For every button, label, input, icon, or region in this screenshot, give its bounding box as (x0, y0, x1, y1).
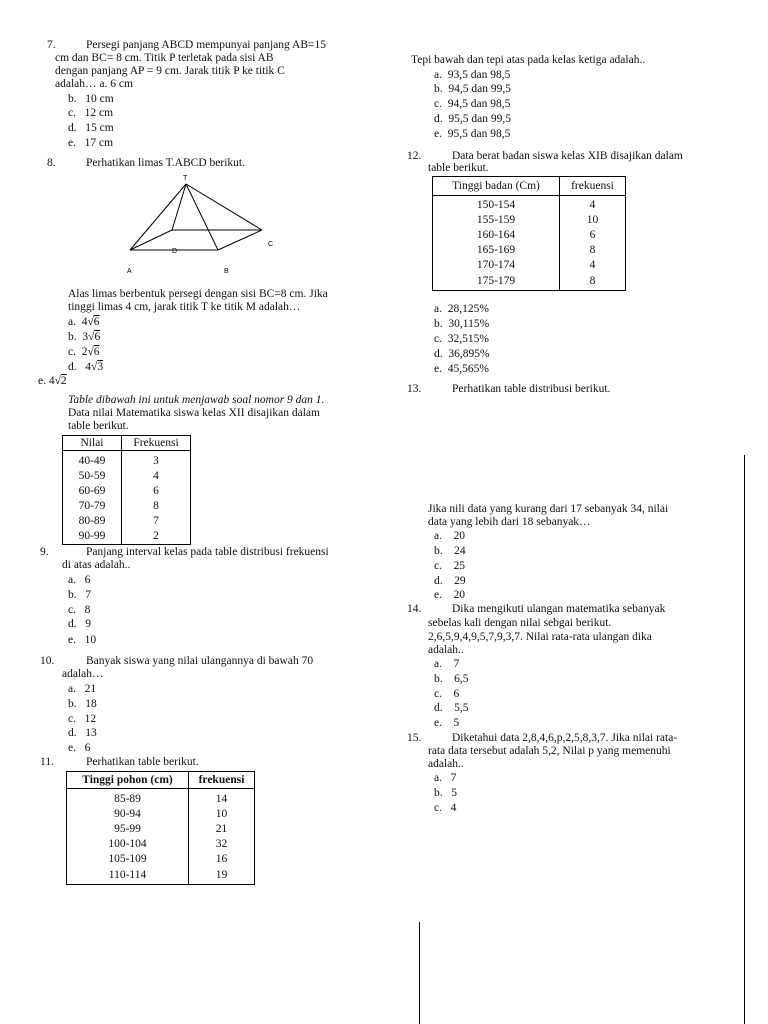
q12-line-1: Data berat badan siswa kelas XIB disajikan dalam (452, 150, 683, 162)
q12-option-e: e. 45,565% (434, 363, 489, 375)
q12-option-d: d. 36,895% (434, 348, 490, 360)
label-a: A (127, 268, 132, 275)
table-row: 100-104 32 (67, 837, 255, 852)
q11b-option-d: d. 95,5 dan 99,5 (434, 113, 511, 125)
edge-td (172, 184, 186, 230)
table-row: 50-59 4 (63, 469, 191, 484)
q10-option-a: a. 21 (68, 683, 97, 695)
q11-title: Perhatikan table berikut. (86, 756, 199, 768)
q13-line-2: data yang lebih dari 18 sebanyak… (428, 516, 591, 528)
q9-line-2: di atas adalah.. (62, 559, 131, 571)
q14-line-3: 2,6,5,9,4,9,5,7,9,3,7. Nilai rata-rata ulangan dika (428, 631, 652, 643)
q7-line-1: Persegi panjang ABCD mempunyai panjang AB=15 (86, 39, 326, 51)
table-row: 110-114 19 (67, 867, 255, 885)
tinggi-pohon-table (66, 771, 255, 885)
q15-option-a: a. 7 (434, 772, 457, 784)
q15-line-1: Diketahui data 2,8,4,6,p,2,5,8,3,7. Jika nilai rata- (452, 732, 678, 744)
intro-line-2: table berikut. (68, 420, 129, 432)
q13-line-1: Jika nili data yang kurang dari 17 sebanyak 34, nilai (428, 503, 669, 515)
q9-number: 9. (40, 546, 49, 558)
q9-option-b: b. 7 (68, 589, 91, 601)
q8-option-d: d. 4√3 (68, 361, 104, 373)
pyramid-figure (120, 170, 280, 280)
q10-option-e: e. 6 (68, 742, 91, 754)
q15-number: 15. (407, 732, 422, 744)
label-b: B (224, 268, 229, 275)
q11b-option-e: e. 95,5 dan 98,5 (434, 128, 511, 140)
q14-option-e: e. 5 (434, 717, 460, 729)
q12-number: 12. (407, 150, 422, 162)
table-row: 70-79 8 (63, 499, 191, 514)
q8-number: 8. (47, 157, 56, 169)
q8-line-1: Alas limas berbentuk persegi dengan sisi BC=8 cm. Jika (68, 288, 328, 300)
q14-option-c: c. 6 (434, 688, 460, 700)
table-row: 155-159 10 (433, 213, 626, 228)
col-header: Nilai (63, 436, 122, 451)
table-row: 160-164 6 (433, 228, 626, 243)
q11b-option-a: a. 93,5 dan 98,5 (434, 69, 511, 81)
table-row: 165-169 8 (433, 243, 626, 258)
q14-number: 14. (407, 603, 422, 615)
intro-line-1: Data nilai Matematika siswa kelas XII disajikan dalam (68, 407, 320, 419)
table-row: 60-69 6 (63, 484, 191, 499)
q7-option-d: d. 15 cm (68, 122, 114, 134)
table-row: 170-174 4 (433, 258, 626, 273)
q14-option-d: d. 5,5 (434, 702, 469, 714)
q10-option-b: b. 18 (68, 698, 97, 710)
edge-bc (218, 230, 262, 250)
table-intro-italic: Table dibawah ini untuk menjawab soal nomor 9 dan 1. (68, 394, 325, 406)
table-row: 105-109 16 (67, 852, 255, 867)
q9-option-a: a. 6 (68, 574, 91, 586)
right-edge-line (744, 455, 745, 1024)
q12-option-a: a. 28,125% (434, 303, 489, 315)
q9-line-1: Panjang interval kelas pada table distribusi frekuensi (86, 546, 329, 558)
q13-title: Perhatikan table distribusi berikut. (452, 383, 611, 395)
q13-option-a: a. 20 (434, 530, 465, 542)
q14-option-a: a. 7 (434, 658, 460, 670)
table-row: 150-154 4 (433, 196, 626, 214)
table-row: 175-179 8 (433, 273, 626, 291)
q13-option-c: c. 25 (434, 560, 465, 572)
berat-badan-table (432, 176, 626, 291)
col-header: Tinggi badan (Cm) (433, 177, 560, 196)
q7-line-4: adalah… a. 6 cm (55, 78, 133, 90)
q8-title: Perhatikan limas T.ABCD berikut. (86, 157, 245, 169)
q11b-title: Tepi bawah dan tepi atas pada kelas ketiga adalah.. (411, 54, 646, 66)
q11b-option-b: b. 94,5 dan 99,5 (434, 83, 511, 95)
q7-option-b: b. 10 cm (68, 93, 114, 105)
q14-line-2: sebelas kali dengan nilai sebgai berikut. (428, 617, 612, 629)
q10-option-c: c. 12 (68, 713, 97, 725)
q9-option-c: c. 8 (68, 604, 91, 616)
q13-option-e: e. 20 (434, 589, 465, 601)
q8-option-b: b. 3√6 (68, 331, 101, 343)
nilai-table (62, 435, 191, 545)
col-header: Frekuensi (122, 436, 191, 451)
label-t: T (183, 175, 188, 182)
q14-line-1: Dika mengikuti ulangan matematika sebanyak (452, 603, 666, 615)
q15-option-c: c. 4 (434, 802, 457, 814)
q14-line-4: adalah.. (428, 644, 464, 656)
q10-option-d: d. 13 (68, 727, 97, 739)
q15-line-3: adalah.. (428, 758, 464, 770)
table-row: 95-99 21 (67, 822, 255, 837)
q8-option-e: e. 4√2 (38, 375, 67, 387)
q15-line-2: rata data tersebut adalah 5,2, Nilai p yang memenuhi (428, 745, 671, 757)
col-header: frekuensi (560, 177, 626, 196)
q8-option-a: a. 4√6 (68, 316, 100, 328)
q10-number: 10. (40, 655, 55, 667)
q10-line-2: adalah… (62, 668, 104, 680)
q11-number: 11. (40, 756, 54, 768)
q7-line-3: dengan panjang AP = 9 cm. Jarak titik P ke titik C (55, 65, 285, 77)
q8-option-c: c. 2√6 (68, 346, 100, 358)
q12-option-b: b. 30,115% (434, 318, 490, 330)
table-row: 90-99 2 (63, 529, 191, 545)
edge-ta (130, 184, 186, 250)
q13-option-b: b. 24 (434, 545, 466, 557)
q9-option-d: d. 9 (68, 618, 91, 630)
q11b-option-c: c. 94,5 dan 98,5 (434, 98, 511, 110)
label-d: D (172, 248, 178, 255)
q7-option-c: c. 12 cm (68, 107, 114, 119)
q9-option-e: e. 10 (68, 634, 97, 646)
col-header: frekuensi (189, 772, 255, 789)
edge-ad (130, 230, 172, 250)
q15-option-b: b. 5 (434, 787, 457, 799)
table-row: 90-94 10 (67, 807, 255, 822)
q8-line-2: tinggi limas 4 cm, jarak titik T ke titik M adalah… (68, 301, 301, 313)
q12-option-c: c. 32,515% (434, 333, 489, 345)
table-row: 40-49 3 (63, 451, 191, 470)
q12-line-2: table berikut. (428, 162, 489, 174)
q10-line-1: Banyak siswa yang nilai ulangannya di bawah 70 (86, 655, 314, 667)
q7-option-e: e. 17 cm (68, 137, 114, 149)
column-divider-line (419, 922, 420, 1024)
q13-number: 13. (407, 383, 422, 395)
table-row: 80-89 7 (63, 514, 191, 529)
label-c: C (268, 241, 274, 248)
table-row: 85-89 14 (67, 789, 255, 808)
q7-number: 7. (47, 39, 56, 51)
q7-line-2: cm dan BC= 8 cm. Titik P terletak pada sisi AB (55, 52, 274, 64)
col-header: Tinggi pohon (cm) (67, 772, 189, 789)
q14-option-b: b. 6,5 (434, 673, 469, 685)
q13-option-d: d. 29 (434, 575, 466, 587)
